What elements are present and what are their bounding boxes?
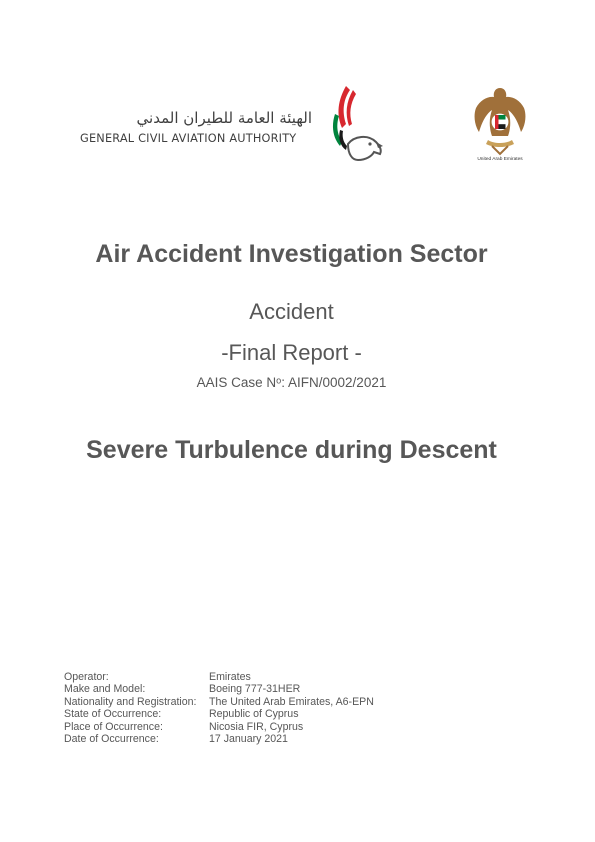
report-kind: -Final Report - xyxy=(221,340,362,365)
detail-row-date xyxy=(64,733,374,745)
uae-falcon-emblem-icon xyxy=(470,84,530,158)
gcaa-falcon-logo-icon xyxy=(326,84,384,166)
detail-row-make-model xyxy=(64,683,374,695)
detail-row-place xyxy=(64,721,374,733)
detail-label: Date of Occurrence: xyxy=(64,733,159,746)
detail-label: Place of Occurrence: xyxy=(64,720,163,733)
detail-row-state xyxy=(64,708,374,720)
sector-title: Air Accident Investigation Sector xyxy=(95,240,488,268)
detail-value: 17 January 2021 xyxy=(209,733,288,746)
detail-label: Make and Model: xyxy=(64,683,146,696)
case-number: AAIS Case Nᵒ: AIFN/0002/2021 xyxy=(196,375,387,390)
report-type: Accident xyxy=(249,299,334,324)
detail-value: Emirates xyxy=(209,671,251,683)
detail-label: State of Occurrence: xyxy=(64,708,162,721)
detail-value: Republic of Cyprus xyxy=(209,708,299,721)
gcaa-english-name: GENERAL CIVIL AVIATION AUTHORITY xyxy=(80,132,297,145)
report-title: Severe Turbulence during Descent xyxy=(86,436,497,464)
occurrence-details-list xyxy=(64,671,374,745)
detail-row-nationality xyxy=(64,696,374,708)
detail-row-operator xyxy=(64,671,374,683)
detail-value: Boeing 777-31HER xyxy=(209,683,301,696)
detail-value: Nicosia FIR, Cyprus xyxy=(209,720,304,733)
detail-label: Nationality and Registration: xyxy=(64,695,197,708)
uae-emblem-caption: United Arab Emirates xyxy=(477,157,523,162)
detail-value: The United Arab Emirates, A6-EPN xyxy=(209,695,374,708)
gcaa-arabic-name: الهيئة العامة للطيران المدني xyxy=(136,109,312,127)
detail-label: Operator: xyxy=(64,671,109,683)
